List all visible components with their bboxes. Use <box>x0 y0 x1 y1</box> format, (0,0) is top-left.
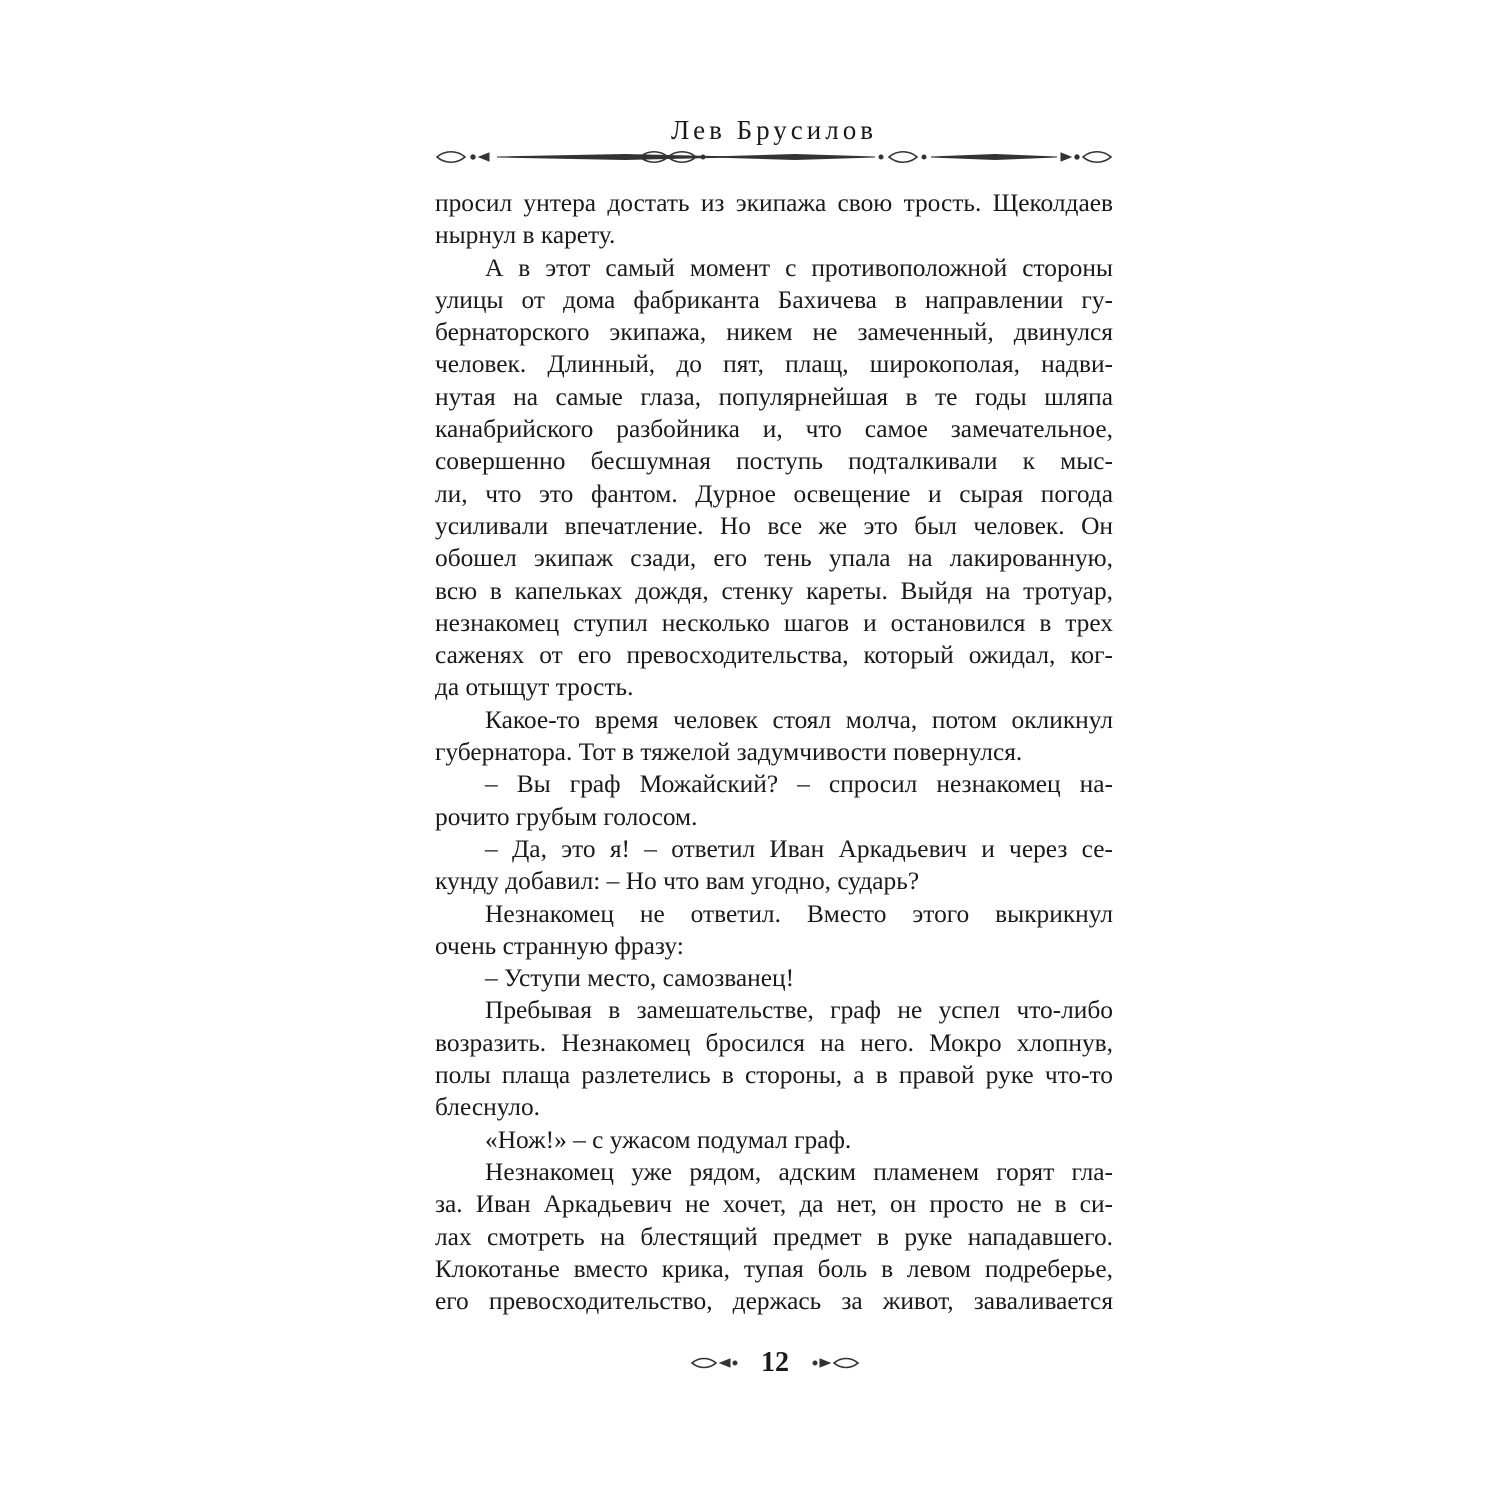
paragraph <box>435 1156 1113 1188</box>
header-ornament-rule <box>435 145 1113 169</box>
page-number-block <box>690 1345 860 1385</box>
paragraph <box>435 1124 1113 1156</box>
text-line: лах смотреть на блестящий предмет в руке нападавшего. <box>435 1222 1113 1251</box>
text-line: незнакомец ступил несколько шагов и остановился в трех <box>435 608 1113 637</box>
text-line: бернаторского экипажа, никем не замеченный, двинулся <box>435 318 1113 347</box>
dialogue-paragraph <box>435 768 1113 800</box>
text-line: всю в капельках дождя, стенку кареты. Выйдя на тротуар, <box>435 576 1113 605</box>
paragraph-continuation <box>435 1027 1113 1124</box>
paragraph-continuation <box>435 736 1113 768</box>
text-line: полы плаща разлетелись в стороны, а в правой руке что-то <box>435 1061 1113 1090</box>
paragraph <box>435 187 1113 252</box>
text-line: возразить. Незнакомец бросился на него. Мокро хлопнув, <box>435 1028 1113 1057</box>
paragraph-continuation <box>435 284 1113 704</box>
text-line: Незнакомец не ответил. Вместо этого выкрикнул <box>485 899 1113 928</box>
paragraph <box>435 898 1113 930</box>
paragraph <box>435 994 1113 1026</box>
text-line: да отыщут трость. <box>435 673 634 702</box>
dialogue-paragraph <box>435 962 1113 994</box>
dialogue-paragraph <box>435 833 1113 865</box>
text-line: улицы от дома фабриканта Бахичева в направлении гу- <box>435 285 1113 314</box>
paragraph <box>435 252 1113 284</box>
text-line: – Уступи место, самозванец! <box>485 964 795 993</box>
text-line: блеснуло. <box>435 1093 541 1122</box>
running-head: Лев Брусилов <box>671 115 877 145</box>
text-line: усиливали впечатление. Но все же это был человек. Он <box>435 511 1113 540</box>
body-text <box>435 187 1113 1317</box>
text-line: саженях от его превосходительства, который ожидал, ког- <box>435 641 1113 670</box>
text-line: ли, что это фантом. Дурное освещение и сырая погода <box>435 479 1113 508</box>
text-line: обошел экипаж сзади, его тень упала на лакированную, <box>435 544 1113 573</box>
text-line: канабрийского разбойника и, что самое замечательное, <box>435 415 1113 444</box>
text-line: – Вы граф Можайский? – спросил незнакомец на- <box>485 770 1113 799</box>
text-line: губернатора. Тот в тяжелой задумчивости повернулся. <box>435 738 1023 767</box>
text-line: просил унтера достать из экипажа свою трость. Щеколдаев <box>435 189 1113 217</box>
text-line: за. Иван Аркадьевич не хочет, да нет, он просто не в си- <box>435 1190 1113 1219</box>
text-line: человек. Длинный, до пят, плащ, широкополая, надви- <box>435 350 1113 379</box>
text-line: нырнул в карету. <box>435 221 616 250</box>
text-line: совершенно бесшумная поступь подталкивали к мыс- <box>435 447 1113 476</box>
text-line: нутая на самые глаза, популярнейшая в те годы шляпа <box>435 382 1113 411</box>
text-line: рочито грубым голосом. <box>435 802 698 831</box>
text-line: очень странную фразу: <box>435 931 684 960</box>
text-line: его превосходительство, держась за живот, заваливается <box>435 1287 1113 1316</box>
text-line: кунду добавил: – Но что вам угодно, сударь? <box>435 867 920 896</box>
text-line: Пребывая в замешательстве, граф не успел что-либо <box>485 996 1113 1025</box>
text-line: Клокотанье вместо крика, тупая боль в левом подреберье, <box>435 1254 1113 1283</box>
folio-ornament-right-icon <box>810 1353 860 1373</box>
text-line: А в этот самый момент с противоположной стороны <box>485 253 1113 282</box>
page-number: 12 <box>761 1347 789 1378</box>
text-line: – Да, это я! – ответил Иван Аркадьевич и через се- <box>485 834 1113 863</box>
text-line: «Нож!» – с ужасом подумал граф. <box>485 1125 852 1154</box>
text-line: Незнакомец уже рядом, адским пламенем горят гла- <box>485 1157 1113 1186</box>
text-line: Какое-то время человек стоял молча, потом окликнул <box>485 705 1113 734</box>
paragraph-continuation <box>435 865 1113 897</box>
paragraph-continuation <box>435 801 1113 833</box>
paragraph <box>435 704 1113 736</box>
paragraph-continuation <box>435 1188 1113 1317</box>
paragraph-continuation <box>435 930 1113 962</box>
